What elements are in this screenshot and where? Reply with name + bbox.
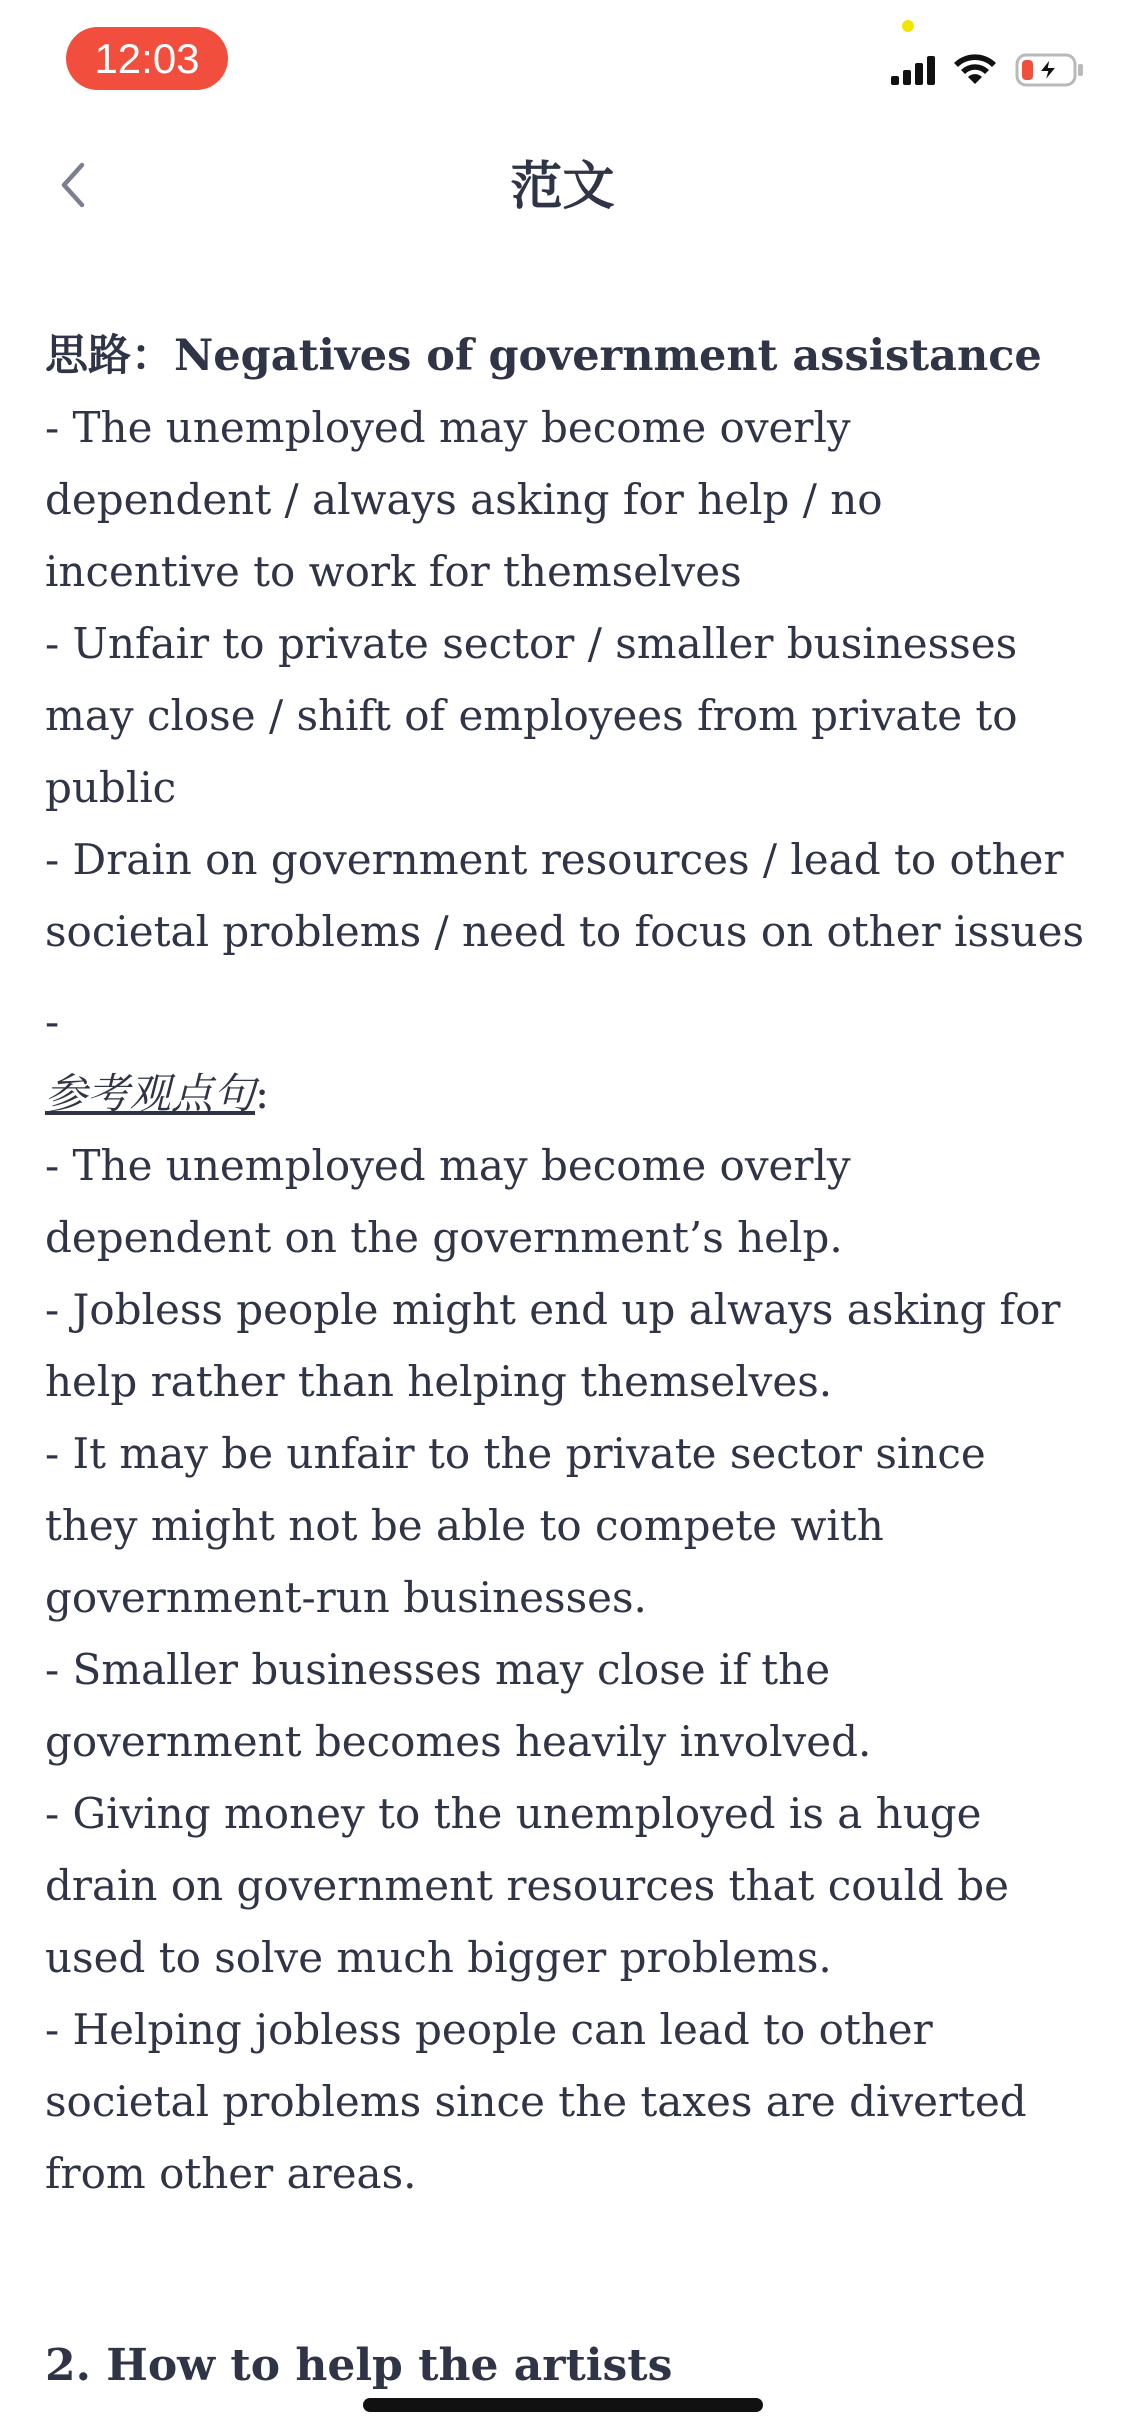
outline-heading <box>45 320 1085 392</box>
status-time[interactable]: 12:03 <box>66 27 228 90</box>
wifi-icon <box>953 54 997 86</box>
status-icons <box>891 48 1085 92</box>
heading-prefix: 思路： <box>45 331 174 381</box>
outline-point: - The unemployed may become overly dependent / always asking for help / no incentive to work for themselves <box>45 403 883 596</box>
status-bar <box>0 0 1125 132</box>
reference-sentence: - Jobless people might end up always asking for help rather than helping themselves. <box>45 1285 1061 1406</box>
page-title: 范文 <box>510 157 615 217</box>
reference-sentence: - Smaller businesses may close if the government becomes heavily involved. <box>45 1645 872 1766</box>
outline-point: - Unfair to private sector / smaller businesses may close / shift of employees from private to public <box>45 619 1018 812</box>
navigation-bar <box>0 132 1125 242</box>
privacy-indicator-dot <box>902 20 914 32</box>
outline-point: - Drain on government resources / lead to other societal problems / need to focus on other issues <box>45 835 1085 956</box>
home-indicator[interactable] <box>363 2398 763 2412</box>
reference-sentence: - It may be unfair to the private sector since they might not be able to compete with government-run businesses. <box>45 1429 986 1622</box>
reference-label-line <box>45 1058 1085 1130</box>
battery-charging-icon <box>1015 53 1085 87</box>
reference-sentence: - Giving money to the unemployed is a huge drain on government resources that could be used to solve much bigger problems. <box>45 1789 1010 1982</box>
reference-colon: : <box>255 1069 270 1118</box>
reference-sentence: - Helping jobless people can lead to other societal problems since the taxes are diverted from other areas. <box>45 2005 1027 2198</box>
section-title: 2. How to help the artists <box>45 2340 673 2391</box>
reference-label: 参考观点句 <box>45 1069 256 1118</box>
separator-dash: - <box>45 997 60 1046</box>
heading-text: Negatives of government assistance <box>174 331 1042 381</box>
cellular-signal-icon <box>891 55 935 85</box>
reference-sentence: - The unemployed may become overly dependent on the government’s help. <box>45 1141 851 1262</box>
article-content <box>45 320 1085 2210</box>
